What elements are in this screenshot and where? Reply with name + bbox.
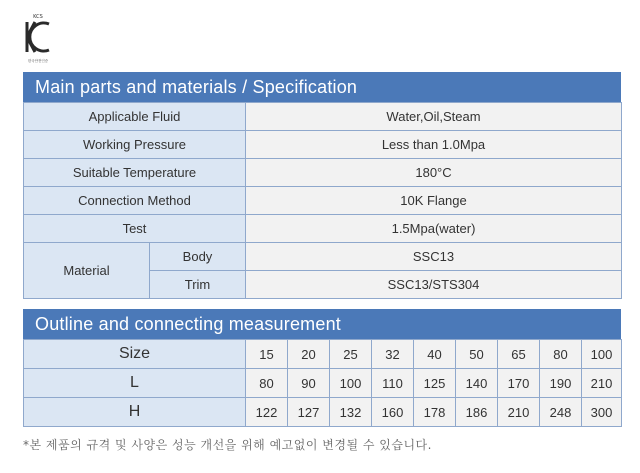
body-value: SSC13 bbox=[246, 243, 622, 271]
size-label: Size bbox=[24, 340, 246, 369]
h-cell: 210 bbox=[498, 398, 540, 427]
size-row bbox=[24, 340, 622, 369]
body-label: Body bbox=[150, 243, 246, 271]
kc-certification-logo bbox=[24, 12, 52, 64]
spec-value: 10K Flange bbox=[246, 187, 622, 215]
table-row bbox=[24, 159, 622, 187]
h-cell: 186 bbox=[456, 398, 498, 427]
size-cell: 40 bbox=[414, 340, 456, 369]
table-row bbox=[24, 243, 622, 271]
spec-label: Suitable Temperature bbox=[24, 159, 246, 187]
spec-label: Test bbox=[24, 215, 246, 243]
size-cell: 20 bbox=[288, 340, 330, 369]
h-cell: 127 bbox=[288, 398, 330, 427]
disclaimer-note: *본 제품의 규격 및 사양은 성능 개선을 위해 예고없이 변경될 수 있습니다. bbox=[23, 438, 432, 452]
size-cell: 65 bbox=[498, 340, 540, 369]
h-label: H bbox=[24, 398, 246, 427]
spec-value: 180°C bbox=[246, 159, 622, 187]
h-cell: 132 bbox=[330, 398, 372, 427]
spec-section-title: Main parts and materials / Specification bbox=[23, 72, 621, 102]
l-cell: 170 bbox=[498, 369, 540, 398]
h-cell: 248 bbox=[540, 398, 582, 427]
l-cell: 90 bbox=[288, 369, 330, 398]
l-cell: 190 bbox=[540, 369, 582, 398]
l-label: L bbox=[24, 369, 246, 398]
table-row bbox=[24, 215, 622, 243]
spec-value: Water,Oil,Steam bbox=[246, 103, 622, 131]
kc-logo-top-letters: KCS bbox=[33, 14, 43, 20]
size-cell: 25 bbox=[330, 340, 372, 369]
l-row bbox=[24, 369, 622, 398]
spec-label: Connection Method bbox=[24, 187, 246, 215]
measurement-section-title: Outline and connecting measurement bbox=[23, 309, 621, 339]
size-cell: 80 bbox=[540, 340, 582, 369]
table-row bbox=[24, 187, 622, 215]
spec-label: Applicable Fluid bbox=[24, 103, 246, 131]
h-cell: 160 bbox=[372, 398, 414, 427]
h-cell: 178 bbox=[414, 398, 456, 427]
material-label: Material bbox=[24, 243, 150, 299]
size-cell: 32 bbox=[372, 340, 414, 369]
spec-value: 1.5Mpa(water) bbox=[246, 215, 622, 243]
h-cell: 122 bbox=[246, 398, 288, 427]
spec-table bbox=[23, 102, 622, 299]
h-cell: 300 bbox=[582, 398, 622, 427]
h-row bbox=[24, 398, 622, 427]
measurement-table bbox=[23, 339, 622, 427]
size-cell: 100 bbox=[582, 340, 622, 369]
kc-logo-caption: 한국안전인증 bbox=[27, 59, 49, 63]
size-cell: 50 bbox=[456, 340, 498, 369]
l-cell: 210 bbox=[582, 369, 622, 398]
l-cell: 140 bbox=[456, 369, 498, 398]
l-cell: 110 bbox=[372, 369, 414, 398]
size-cell: 15 bbox=[246, 340, 288, 369]
l-cell: 80 bbox=[246, 369, 288, 398]
trim-label: Trim bbox=[150, 271, 246, 299]
table-row bbox=[24, 131, 622, 159]
spec-label: Working Pressure bbox=[24, 131, 246, 159]
l-cell: 125 bbox=[414, 369, 456, 398]
trim-value: SSC13/STS304 bbox=[246, 271, 622, 299]
spec-value: Less than 1.0Mpa bbox=[246, 131, 622, 159]
table-row bbox=[24, 103, 622, 131]
l-cell: 100 bbox=[330, 369, 372, 398]
